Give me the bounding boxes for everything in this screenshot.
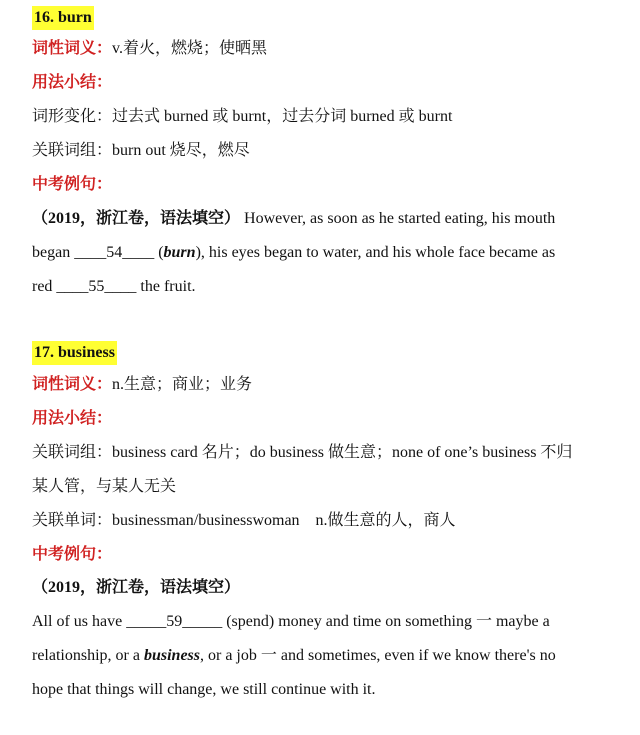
entry-16-source: （2019，浙江卷，语法填空） bbox=[32, 210, 241, 227]
entry-17-phrase-line-2: 某人管，与某人无关 bbox=[32, 478, 177, 495]
entry-17-example-text-2a: relationship, or a bbox=[32, 647, 144, 664]
entry-16-keyword: burn bbox=[163, 244, 196, 261]
entry-16-heading-row bbox=[32, 6, 620, 30]
entry-16-pos-text: v.着火，燃烧；使晒黑 bbox=[112, 40, 267, 57]
entry-16-phrase: 关联词组：burn out 烧尽，燃尽 bbox=[32, 142, 250, 159]
entry-17-pos-text: n.生意；商业；业务 bbox=[112, 376, 253, 393]
entry-16-example-text-2a: began ____54____ ( bbox=[32, 244, 164, 261]
entry-17-example-row bbox=[32, 544, 620, 566]
entry-17-usage-row bbox=[32, 408, 620, 430]
entry-17-source-row bbox=[32, 577, 620, 599]
entry-17-example-line-1: All of us have _____59_____ (spend) money and time on something 一 maybe a bbox=[32, 613, 550, 630]
entry-17-example-line-3: hope that things will change, we still continue with it. bbox=[32, 681, 376, 698]
entry-16-usage-row bbox=[32, 72, 620, 94]
entry-17-pos-row bbox=[32, 374, 620, 396]
entry-16-example-text-2c: ), his eyes began to water, and his whole face became as bbox=[195, 244, 556, 261]
entry-17-heading: 17. business bbox=[32, 341, 117, 365]
entry-17-words: 关联单词：businessman/businesswoman n.做生意的人，商人 bbox=[32, 512, 456, 529]
entry-16-heading: 16. burn bbox=[32, 6, 94, 30]
entry-17-example-line-2 bbox=[32, 645, 620, 667]
entry-16-example-row bbox=[32, 174, 620, 196]
entry-16-example-line-2 bbox=[32, 242, 620, 264]
entry-16-pos-label: 词性词义： bbox=[32, 40, 113, 57]
entry-17-example-text-2c: , or a job 一 and sometimes, even if we know there's no bbox=[200, 647, 556, 664]
entry-17-usage-label: 用法小结： bbox=[32, 410, 113, 427]
entry-16-example-line-3: red ____55____ the fruit. bbox=[32, 278, 196, 295]
entry-17-example-label: 中考例句： bbox=[32, 546, 113, 563]
entry-16-forms: 词形变化：过去式 burned 或 burnt，过去分词 burned 或 burnt bbox=[32, 108, 453, 125]
entry-16-usage-label: 用法小结： bbox=[32, 74, 113, 91]
entry-17-pos-label: 词性词义： bbox=[32, 376, 113, 393]
entry-17-phrase-line-1: 关联词组：business card 名片；do business 做生意；none of one’s business 不归 bbox=[32, 444, 573, 461]
entry-16-pos-row bbox=[32, 38, 620, 60]
entry-17-keyword: business bbox=[143, 647, 200, 664]
entry-16-example-line-1 bbox=[32, 208, 620, 230]
entry-16-example-text-1: However, as soon as he started eating, his mouth bbox=[244, 210, 556, 227]
entry-16-example-label: 中考例句： bbox=[32, 176, 113, 193]
entry-17-source: （2019，浙江卷，语法填空） bbox=[32, 579, 241, 596]
entry-17-heading-row bbox=[32, 341, 620, 365]
